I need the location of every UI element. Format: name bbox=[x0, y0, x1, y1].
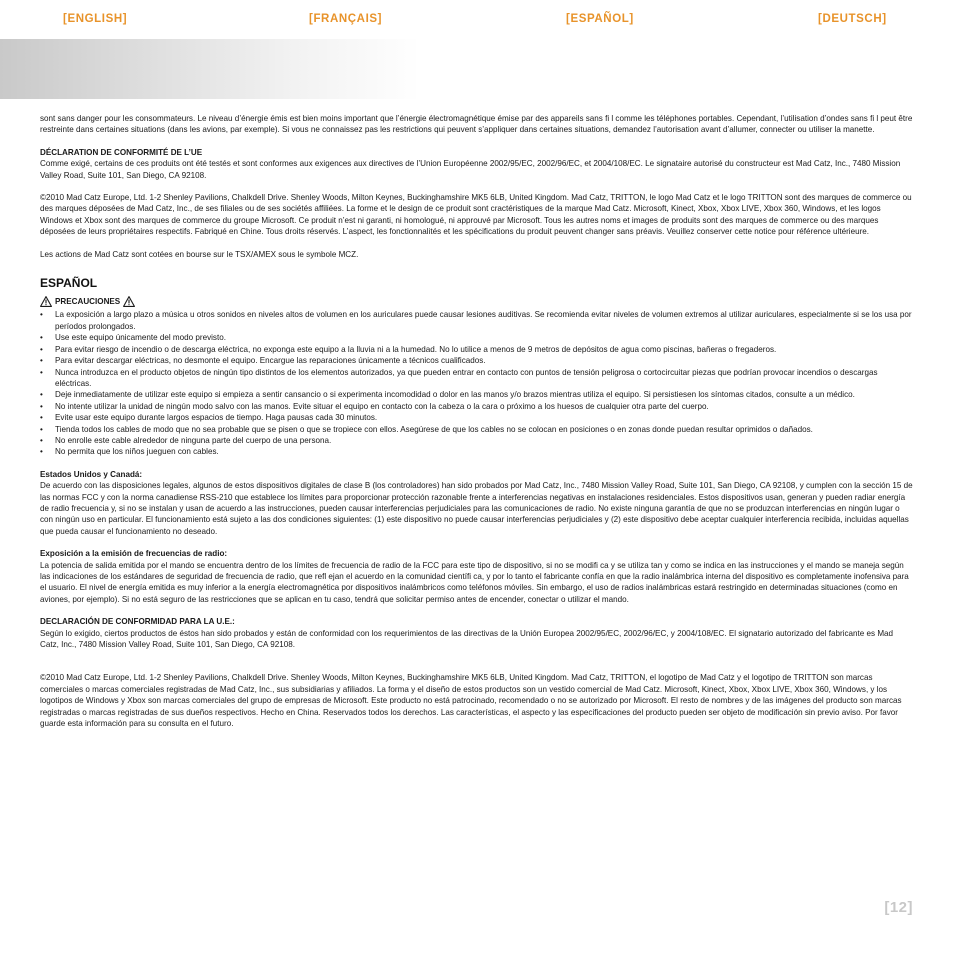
document-body bbox=[40, 113, 914, 729]
warning-triangle-icon bbox=[123, 296, 135, 307]
nav-link-english[interactable]: [ ENGLISH ] bbox=[63, 13, 127, 25]
spanish-rf-paragraph: La potencia de salida emitida por el mando se encuentra dentro de los límites de frecuencia de radio de la FCC para este tipo de dispositivo, si no se modifi ca y se utiliza tan y como se indica en las instrucciones y el mando se maneja según las indicaciones de los estándares de seguridad de frecuencia de radio, que refl ejan el acuerdo en la comunidad científi ca, y por lo tanto el fabricante confía en que la radio inalámbrica interna del dispositivo es completamente inofensiva para el usuario. El nivel de energía emitida es muy inferior a la energía electromagnética por dispositivos inalámbricos como teléfonos móviles. Sin embargo, el uso de radios inalámbricas estará restringido en determinadas situaciones (como en aviones, por ejemplo). Si no está seguro de las restricciones que se aplican en tu caso, tendrá que solicitar permiso antes de encender, conectar o utilizar el mando. bbox=[40, 560, 909, 604]
header-gradient-band bbox=[0, 39, 420, 99]
list-item: • Para evitar riesgo de incendio o de descarga eléctrica, no exponga este equipo a la lluvia ni a la humedad. No lo utilice a menos de 9 metros de depósitos de agua como piscinas, bañeras o fregaderos. bbox=[40, 344, 914, 355]
french-ce-heading: DÉCLARATION DE CONFORMITÉ DE L’UE bbox=[40, 147, 203, 157]
spanish-us-heading: Estados Unidos y Canadá: bbox=[40, 469, 143, 479]
list-item: • No enrolle este cable alrededor de ninguna parte del cuerpo de una persona. bbox=[40, 435, 914, 446]
warning-triangle-icon bbox=[40, 296, 52, 307]
nav-link-espanol[interactable]: [ ESPAÑOL ] bbox=[566, 13, 634, 25]
spanish-rf-heading: Exposición a la emisión de frecuencias de radio: bbox=[40, 549, 228, 559]
spanish-ce-paragraph: Según lo exigido, ciertos productos de éstos han sido probados y están de conformidad con los requerimientos de las directivas de la Unión Europea 2002/95/EC, 2002/96/EC, y 2004/108/EC. El signatario autorizado del fabricante es Mad Catz, Inc., 7480 Mission Valley Road, Suite 101, San Diego, CA 92108. bbox=[40, 628, 894, 650]
french-intro-paragraph: sont sans danger pour les consommateurs. Le niveau d’énergie émis est bien moins important que l’énergie électromagnétique émise par des appareils sans fi l comme les téléphones portables. Cependant, l’utilisation d’ondes sans fi l peut être restreinte dans certaines situations (dans les avions, par exemple). Si vous ne connaissez pas les restrictions qui peuvent s’appliquer dans certaines situations, demandez l’autorisation avant d’allumer, connecter ou utiliser la manette. bbox=[40, 114, 913, 135]
nav-link-deutsch[interactable]: [ DEUTSCH ] bbox=[818, 13, 887, 25]
french-stock-paragraph: Les actions de Mad Catz sont cotées en bourse sur le TSX/AMEX sous le symbole MCZ. bbox=[40, 249, 359, 259]
list-item: • No intente utilizar la unidad de ningún modo salvo con las manos. Evite situar el equipo en contacto con la cabeza o la cara o próximo a los huesos de cualquier otra parte del cuerpo. bbox=[40, 401, 914, 412]
french-copyright-paragraph: ©2010 Mad Catz Europe, Ltd. 1-2 Shenley Pavilions, Chalkdell Drive. Shenley Woods, Milton Keynes, Buckinghamshire MK5 6LB, United Kingdom. Mad Catz, TRITTON, le logo Mad Catz et le logo TRITTON sont des marques de commerce ou des marques déposées de Mad Catz, Inc., de ses filiales ou de ses sociétés affiliées. La forme et le design de ce produit sont cractéristiques de la marque Mad Catz. Microsoft, Kinect, Xbox, Xbox LIVE, Xbox 360, Windows, et les logos Windows et Xbox sont des marques de commerce du groupe Microsoft. Ce produit n’est ni garanti, ni homologué, ni approuvé par Microsoft. Tous les autres noms et images de produits sont des marques de commerce ou des marques déposées de leurs propriétaires respectifs. Fabriqué en Chine. Tous droits réservés. L’aspect, les fonctionnalités et les spécifications du produit peuvent changer sans préavis. Veuillez conserver cette notice pour référence ultérieure. bbox=[40, 193, 912, 237]
list-item: • Deje inmediatamente de utilizar este equipo si empieza a sentir cansancio o si experimenta incomodidad o dolor en las manos y/o brazos mientras utiliza el equipo. Si persistiesen los síntomas citados, consulte a un médico. bbox=[40, 389, 914, 400]
spanish-ce-heading: DECLARACIÓN DE CONFORMIDAD PARA LA U.E.: bbox=[40, 617, 235, 627]
nav-link-francais[interactable]: [ FRANÇAIS ] bbox=[309, 13, 382, 25]
spanish-us-paragraph: De acuerdo con las disposiciones legales, algunos de estos dispositivos digitales de clase B (los controladores) han sido probados por Mad Catz, Inc., 7480 Mission Valley Road, Suite 101, San Diego, CA 92108, y cumplen con la sección 15 de las normas FCC y con la norma canadiense RSS-210 que establece los límites para proporcionar protección razonable frente a interferencias negativas en instalaciones residenciales. Estos dispositivos usan, generan y pueden radiar energía de radio frecuencia y, si no se instalan y usan de acuerdo a las instrucciones, pueden causar interferencias perjudiciales para las comunicaciones de radio. No existe ninguna garantía de que no se produzcan interferencias en ningún lugar o con ningún uso en particular. El funcionamiento está sujeto a las dos condiciones siguientes: (1) este dispositivo no puede causar interferencias perjudiciales y (2) este dispositivo debe aceptar cualquier interferencia recibida, incluidas aquellas que pueda causar el funcionamiento no deseado. bbox=[40, 481, 913, 536]
precautions-label: PRECAUCIONES bbox=[55, 297, 121, 307]
page-number: [ 12 ] bbox=[884, 899, 913, 916]
spanish-section-heading: ESPAÑOL bbox=[40, 276, 98, 291]
spanish-copyright-paragraph: ©2010 Mad Catz Europe, Ltd. 1-2 Shenley Pavilions, Chalkdell Drive. Shenley Woods, Milton Keynes, Buckinghamshire MK5 6LB, United Kingdom. Mad Catz, TRITTON, el logotipo de Mad Catz y el logotipo de TRITTON son marcas comerciales o marcas comerciales registradas de Mad Catz, Inc., sus subsidiarias y afiliados. La forma y el diseño de estos productos son un vestido comercial de Mad Catz. Microsoft, Kinect, Xbox, Xbox LIVE, Xbox 360, Windows, y los logotipos de Windows y Xbox son marcas comerciales del grupo de empresas de Microsoft. Este producto no está patrocinado, recomendado o no se autorizado por Microsoft. El resto de nombres y de las imágenes del producto son marcas registradas o marcas registradas de sus dueños respectivos. Hecho en China. Reservados todos los derechos. Las características, el aspecto y las especificaciones del producto pueden ser objeto de modificación sin previo aviso. Por favor guarde esta información para su consulta en el futuro. bbox=[40, 673, 902, 729]
list-item: • Nunca introduzca en el producto objetos de ningún tipo distintos de los elementos autorizados, ya que pueden entrar en contacto con puntos de tensión peligrosa o cortocircuitar piezas que podrían provocar incendios o descargas eléctricas. bbox=[40, 367, 914, 390]
precautions-list bbox=[40, 309, 914, 457]
language-nav bbox=[0, 13, 954, 29]
list-item: • No permita que los niños jueguen con cables. bbox=[40, 446, 914, 457]
list-item: • Evite usar este equipo durante largos espacios de tiempo. Haga pausas cada 30 minutos. bbox=[40, 412, 914, 423]
list-item: • Para evitar descargar eléctricas, no desmonte el equipo. Encargue las reparaciones únicamente a técnicos cualificados. bbox=[40, 355, 914, 366]
list-item: • La exposición a largo plazo a música u otros sonidos en niveles altos de volumen en los auriculares puede causar lesiones auditivas. Se recomienda evitar niveles de volumen extremos al utilizar auriculares, especialmente si se los usa por períodos prolongados. bbox=[40, 309, 914, 332]
list-item: • Use este equipo únicamente del modo previsto. bbox=[40, 332, 914, 343]
french-ce-paragraph: Comme exigé, certains de ces produits ont été testés et sont conformes aux exigences aux directives de l’Union Européenne 2002/95/EC, 2002/96/EC, et 2004/108/EC. Le signataire autorisé du constructeur est Mad Catz, Inc., 7480 Mission Valley Road, Suite 101, San Diego, CA 92108. bbox=[40, 159, 901, 180]
precautions-heading bbox=[40, 296, 914, 307]
list-item: • Tienda todos los cables de modo que no sea probable que se pisen o que se tropiece con ellos. Asegúrese de que los cables no se colocan en posiciones o en zonas donde puedan resultar oprimidos o dañados. bbox=[40, 424, 914, 435]
